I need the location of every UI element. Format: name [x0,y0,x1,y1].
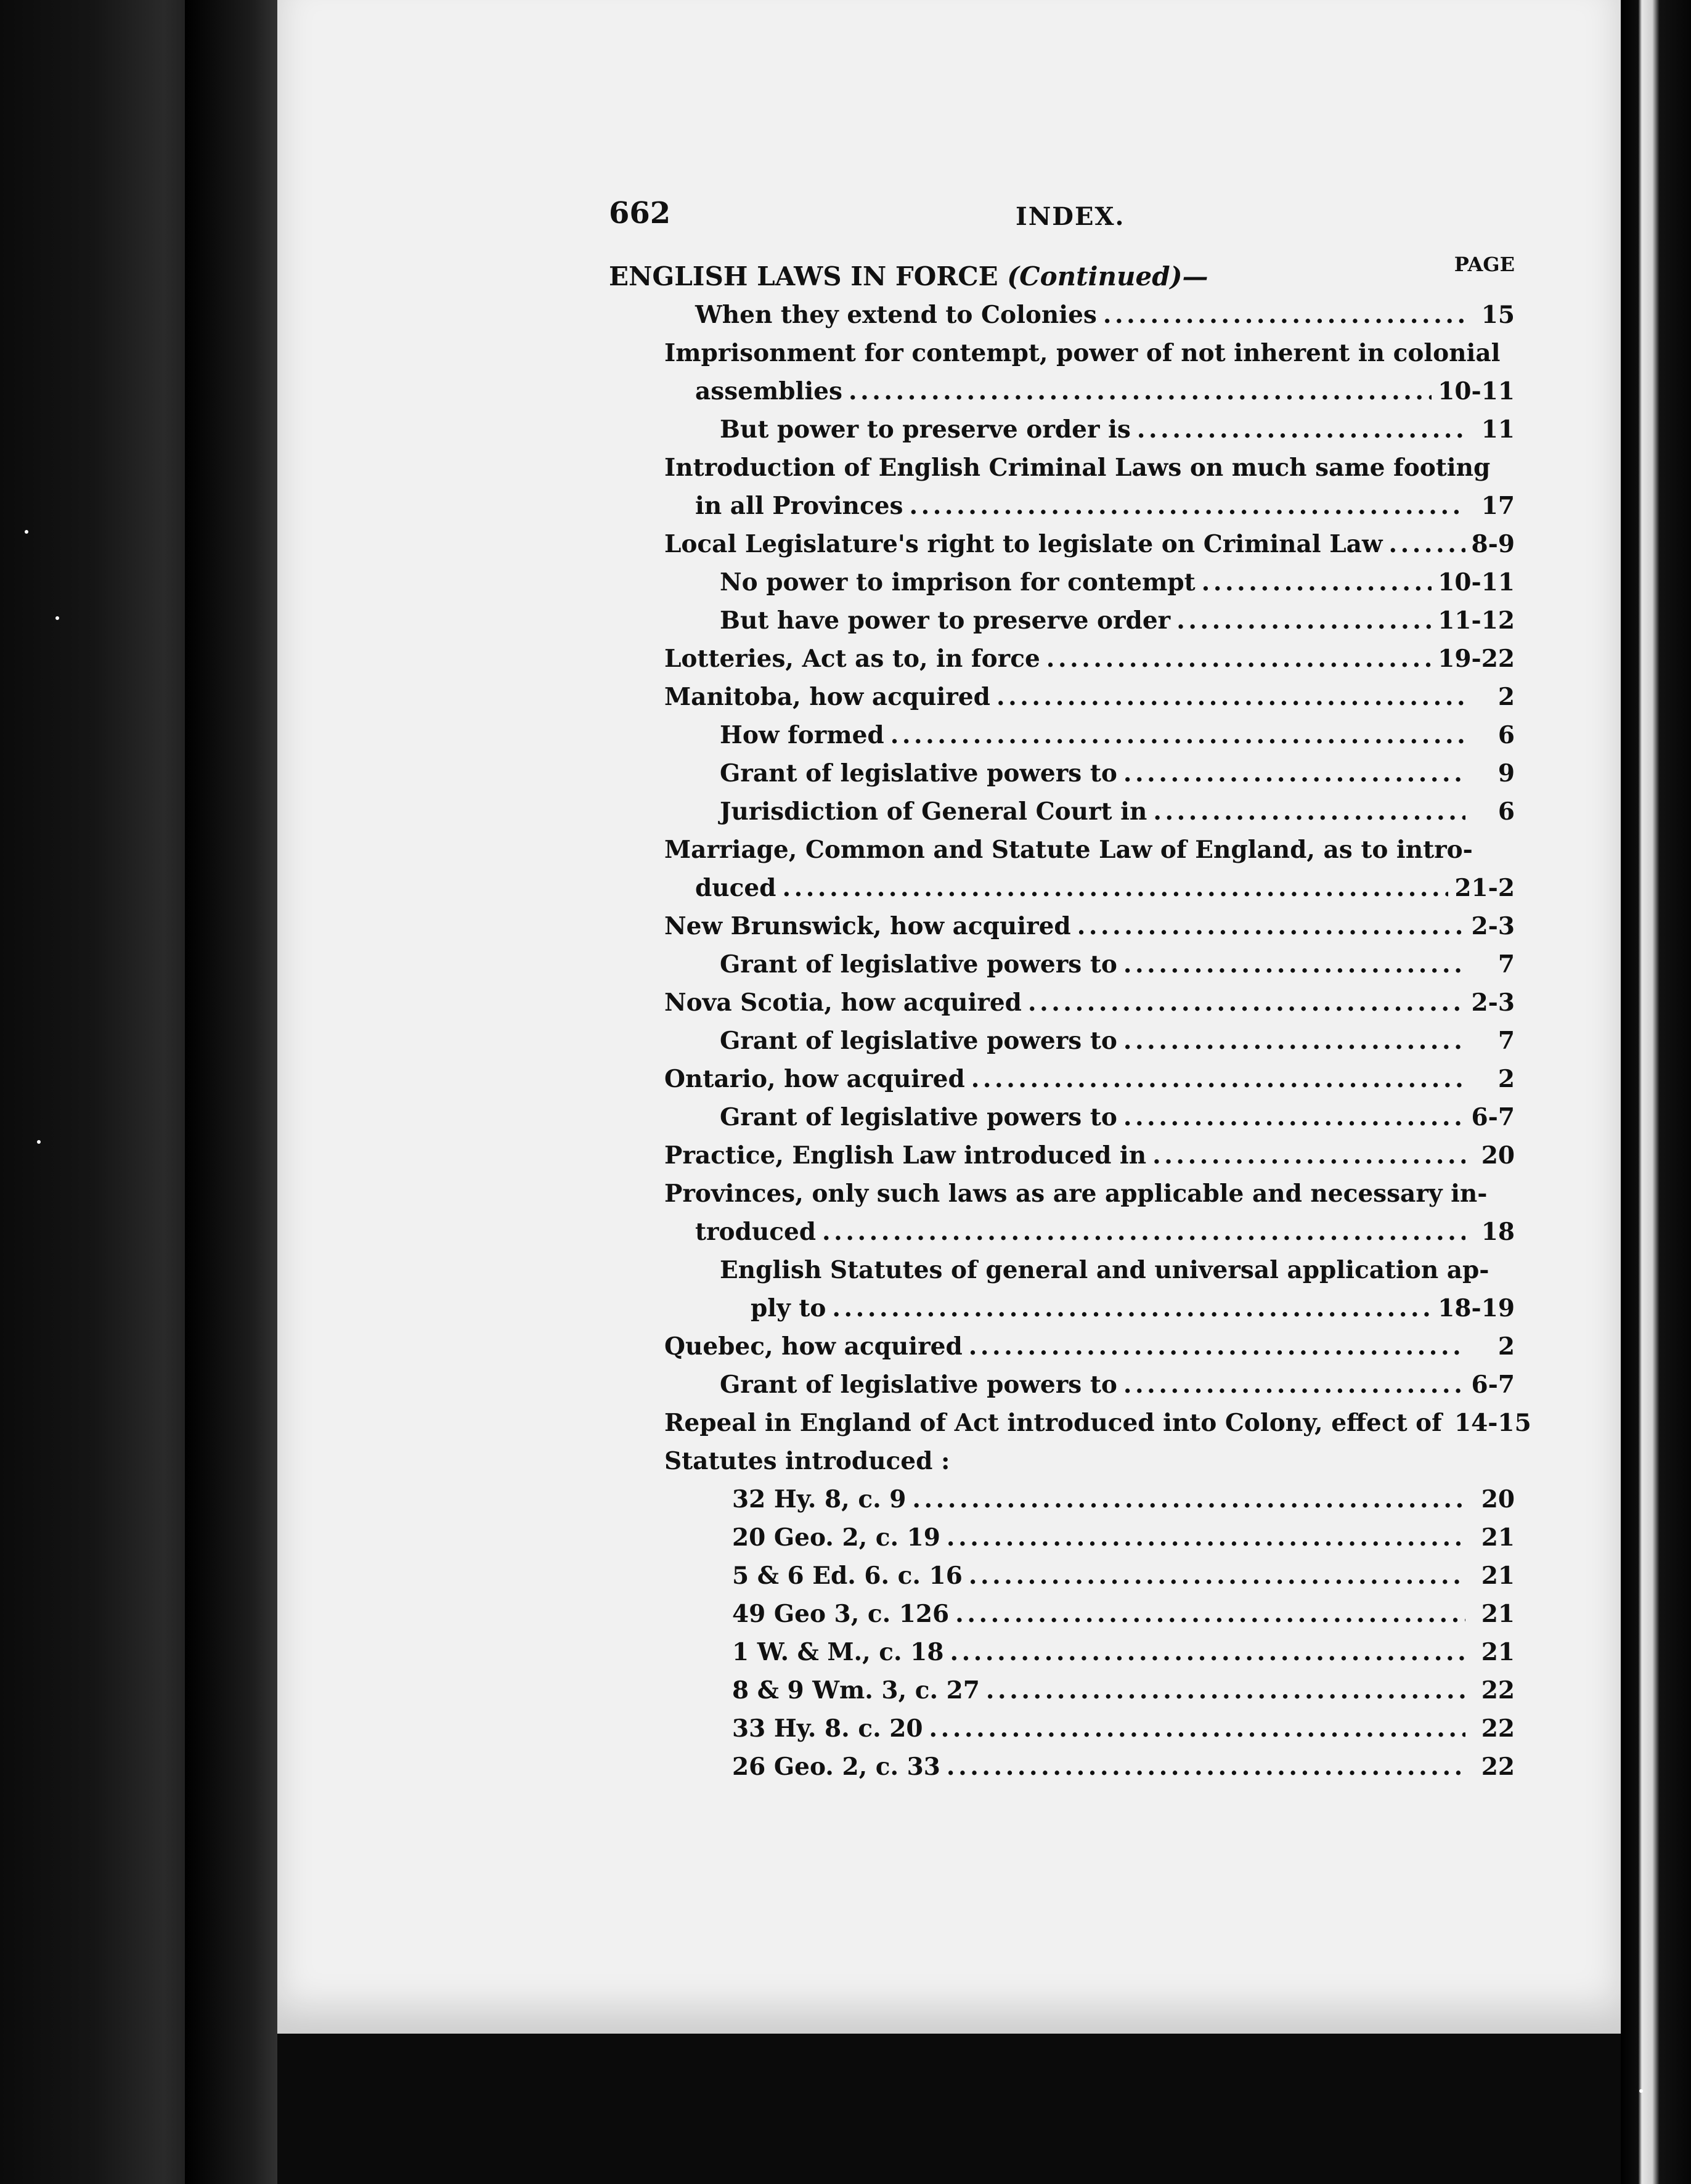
entry-text: Grant of legislative powers to [720,950,1117,979]
entry-page: 2 [1497,683,1515,711]
index-entry [609,410,1515,449]
scan-bottom-margin [277,2034,1621,2184]
index-entry-line [609,334,1515,372]
entry-page: 21 [1481,1523,1515,1552]
index-entry [609,296,1515,334]
index-entry [609,716,1515,754]
index-entry [609,1748,1515,1786]
entry-page: 2 [1497,1332,1515,1361]
entry-text: Quebec, how acquired [664,1332,963,1361]
index-entry [609,1480,1515,1518]
index-entry [609,1060,1515,1098]
entry-text: Grant of legislative powers to [720,759,1117,788]
dot-leader [996,678,1465,716]
index-entry [609,1595,1515,1633]
page-column-label: PAGE [1454,253,1515,276]
entry-page: 8-9 [1471,530,1515,558]
index-entry [609,525,1515,563]
entry-page: 6 [1497,721,1515,749]
entry-page: 10-11 [1438,377,1515,405]
entry-text: But have power to preserve order [720,606,1171,635]
dot-leader [832,1289,1432,1327]
entry-page: 11 [1481,415,1515,444]
index-entry [609,1289,1515,1327]
dot-leader [890,716,1465,754]
index-entry [609,1557,1515,1595]
entry-page: 2 [1497,1065,1515,1093]
dot-leader [1153,793,1465,831]
dot-leader [971,1060,1465,1098]
entry-page: 22 [1481,1753,1515,1781]
entry-text: When they extend to Colonies [695,301,1097,329]
index-entry [609,754,1515,793]
entry-text: 32 Hy. 8, c. 9 [732,1485,907,1514]
heading-main: ENGLISH LAWS IN FORCE [609,261,998,291]
entry-text: Marriage, Common and Statute Law of England, as to intro- [664,836,1473,864]
entry-text: 26 Geo. 2, c. 33 [732,1753,940,1781]
entry-page: 7 [1497,1027,1515,1055]
entry-text: Imprisonment for contempt, power of not inherent in colonial [664,339,1501,367]
entry-page: 20 [1481,1485,1515,1514]
entry-text: in all Provinces [695,492,903,520]
index-entry-line [609,831,1515,869]
index-heading [609,258,1515,296]
page-number: 662 [609,196,671,230]
index-entry-line [609,449,1515,487]
entry-text: Manitoba, how acquired [664,683,990,711]
dot-leader [1123,1366,1465,1404]
entry-text: Grant of legislative powers to [720,1103,1117,1131]
entry-page: 17 [1481,492,1515,520]
entry-text: New Brunswick, how acquired [664,912,1071,940]
entry-text: No power to imprison for contempt [720,568,1196,597]
index-entry [609,1098,1515,1136]
entry-text: Nova Scotia, how acquired [664,988,1022,1017]
index-entry [609,372,1515,410]
dot-leader [1137,410,1465,449]
index-entries [609,258,1531,1786]
entry-text: Lotteries, Act as to, in force [664,645,1040,673]
dot-leader [849,372,1432,410]
entry-text: duced [695,874,776,902]
index-entry-line [609,1442,1515,1480]
dot-leader [1103,296,1465,334]
index-entry [609,907,1515,945]
dot-leader [782,869,1448,907]
index-entry [609,1404,1531,1442]
index-entry [609,563,1515,601]
page-edge [1621,0,1691,2184]
dot-leader [1123,1098,1465,1136]
entry-text: Statutes introduced : [664,1447,950,1475]
entry-page: 2-3 [1471,912,1515,940]
index-entry [609,1709,1515,1748]
index-entry [609,1022,1515,1060]
index-entry [609,984,1515,1022]
entry-page: 21 [1481,1600,1515,1628]
entry-page: 21-2 [1454,874,1515,902]
entry-text: 5 & 6 Ed. 6. c. 16 [732,1562,963,1590]
entry-page: 18 [1481,1218,1515,1246]
entry-text: But power to preserve order is [720,415,1131,444]
entry-text: ply to [751,1294,826,1322]
dot-leader [947,1748,1465,1786]
entry-page: 6-7 [1471,1103,1515,1131]
entry-text: Provinces, only such laws as are applicable and necessary in- [664,1180,1488,1208]
entry-page: 21 [1481,1562,1515,1590]
entry-text: 1 W. & M., c. 18 [732,1638,944,1666]
dot-leader [1388,525,1465,563]
dot-leader [986,1671,1465,1709]
dot-leader [1152,1136,1465,1175]
dot-leader [969,1327,1465,1366]
index-entry [609,945,1515,984]
entry-text: Ontario, how acquired [664,1065,965,1093]
dot-leader [1123,754,1465,793]
entry-text: Jurisdiction of General Court in [720,797,1147,826]
heading-continued: (Continued)— [1007,261,1208,291]
entry-page: 18-19 [1438,1294,1515,1322]
index-entry-line [609,1251,1515,1289]
dot-leader [1123,945,1465,984]
index-entry [609,1633,1515,1671]
dot-leader [1202,563,1432,601]
entry-text: 8 & 9 Wm. 3, c. 27 [732,1676,980,1705]
entry-text: 49 Geo 3, c. 126 [732,1600,950,1628]
entry-page: 21 [1481,1638,1515,1666]
entry-text: English Statutes of general and universal application ap- [720,1256,1489,1284]
entry-text: Grant of legislative powers to [720,1371,1117,1399]
entry-text: 33 Hy. 8. c. 20 [732,1714,923,1743]
dot-leader [912,1480,1465,1518]
entry-text: Repeal in England of Act introduced into Colony, effect of [664,1409,1442,1437]
entry-page: 22 [1481,1714,1515,1743]
entry-page: 22 [1481,1676,1515,1705]
entry-page: 15 [1481,301,1515,329]
dot-leader [929,1709,1465,1748]
dot-leader [1123,1022,1465,1060]
index-entry [609,1671,1515,1709]
dot-leader [950,1633,1465,1671]
index-entry [609,640,1515,678]
dot-leader [1028,984,1465,1022]
index-entry [609,1213,1515,1251]
entry-page: 11-12 [1438,606,1515,635]
index-entry-line [609,1175,1515,1213]
dot-leader [1176,601,1432,640]
dot-leader [909,487,1465,525]
entry-text: Local Legislature's right to legislate on Criminal Law [664,530,1383,558]
entry-page: 19-22 [1438,645,1515,673]
entry-page: 6-7 [1471,1371,1515,1399]
entry-text: Practice, English Law introduced in [664,1141,1147,1170]
entry-page: 14-15 [1454,1409,1531,1437]
index-entry [609,1518,1515,1557]
dot-leader [1077,907,1465,945]
dot-leader [822,1213,1465,1251]
index-entry [609,1366,1515,1404]
index-entry [609,869,1515,907]
index-entry [609,487,1515,525]
dot-leader [955,1595,1465,1633]
index-entry [609,601,1515,640]
entry-text: 20 Geo. 2, c. 19 [732,1523,940,1552]
index-entry [609,1327,1515,1366]
entry-page: 10-11 [1438,568,1515,597]
entry-page: 7 [1497,950,1515,979]
entry-page: 20 [1481,1141,1515,1170]
index-entry [609,678,1515,716]
dot-leader [969,1557,1465,1595]
dot-leader [1046,640,1432,678]
index-entry [609,1136,1515,1175]
entry-page: 9 [1497,759,1515,788]
dot-leader [947,1518,1465,1557]
entry-text: Grant of legislative powers to [720,1027,1117,1055]
entry-page: 2-3 [1471,988,1515,1017]
running-title: INDEX. [1016,202,1125,231]
entry-page: 6 [1497,797,1515,826]
entry-text: Introduction of English Criminal Laws on much same footing [664,454,1491,482]
entry-text: assemblies [695,377,842,405]
index-entry [609,793,1515,831]
entry-text: How formed [720,721,884,749]
entry-text: troduced [695,1218,817,1246]
